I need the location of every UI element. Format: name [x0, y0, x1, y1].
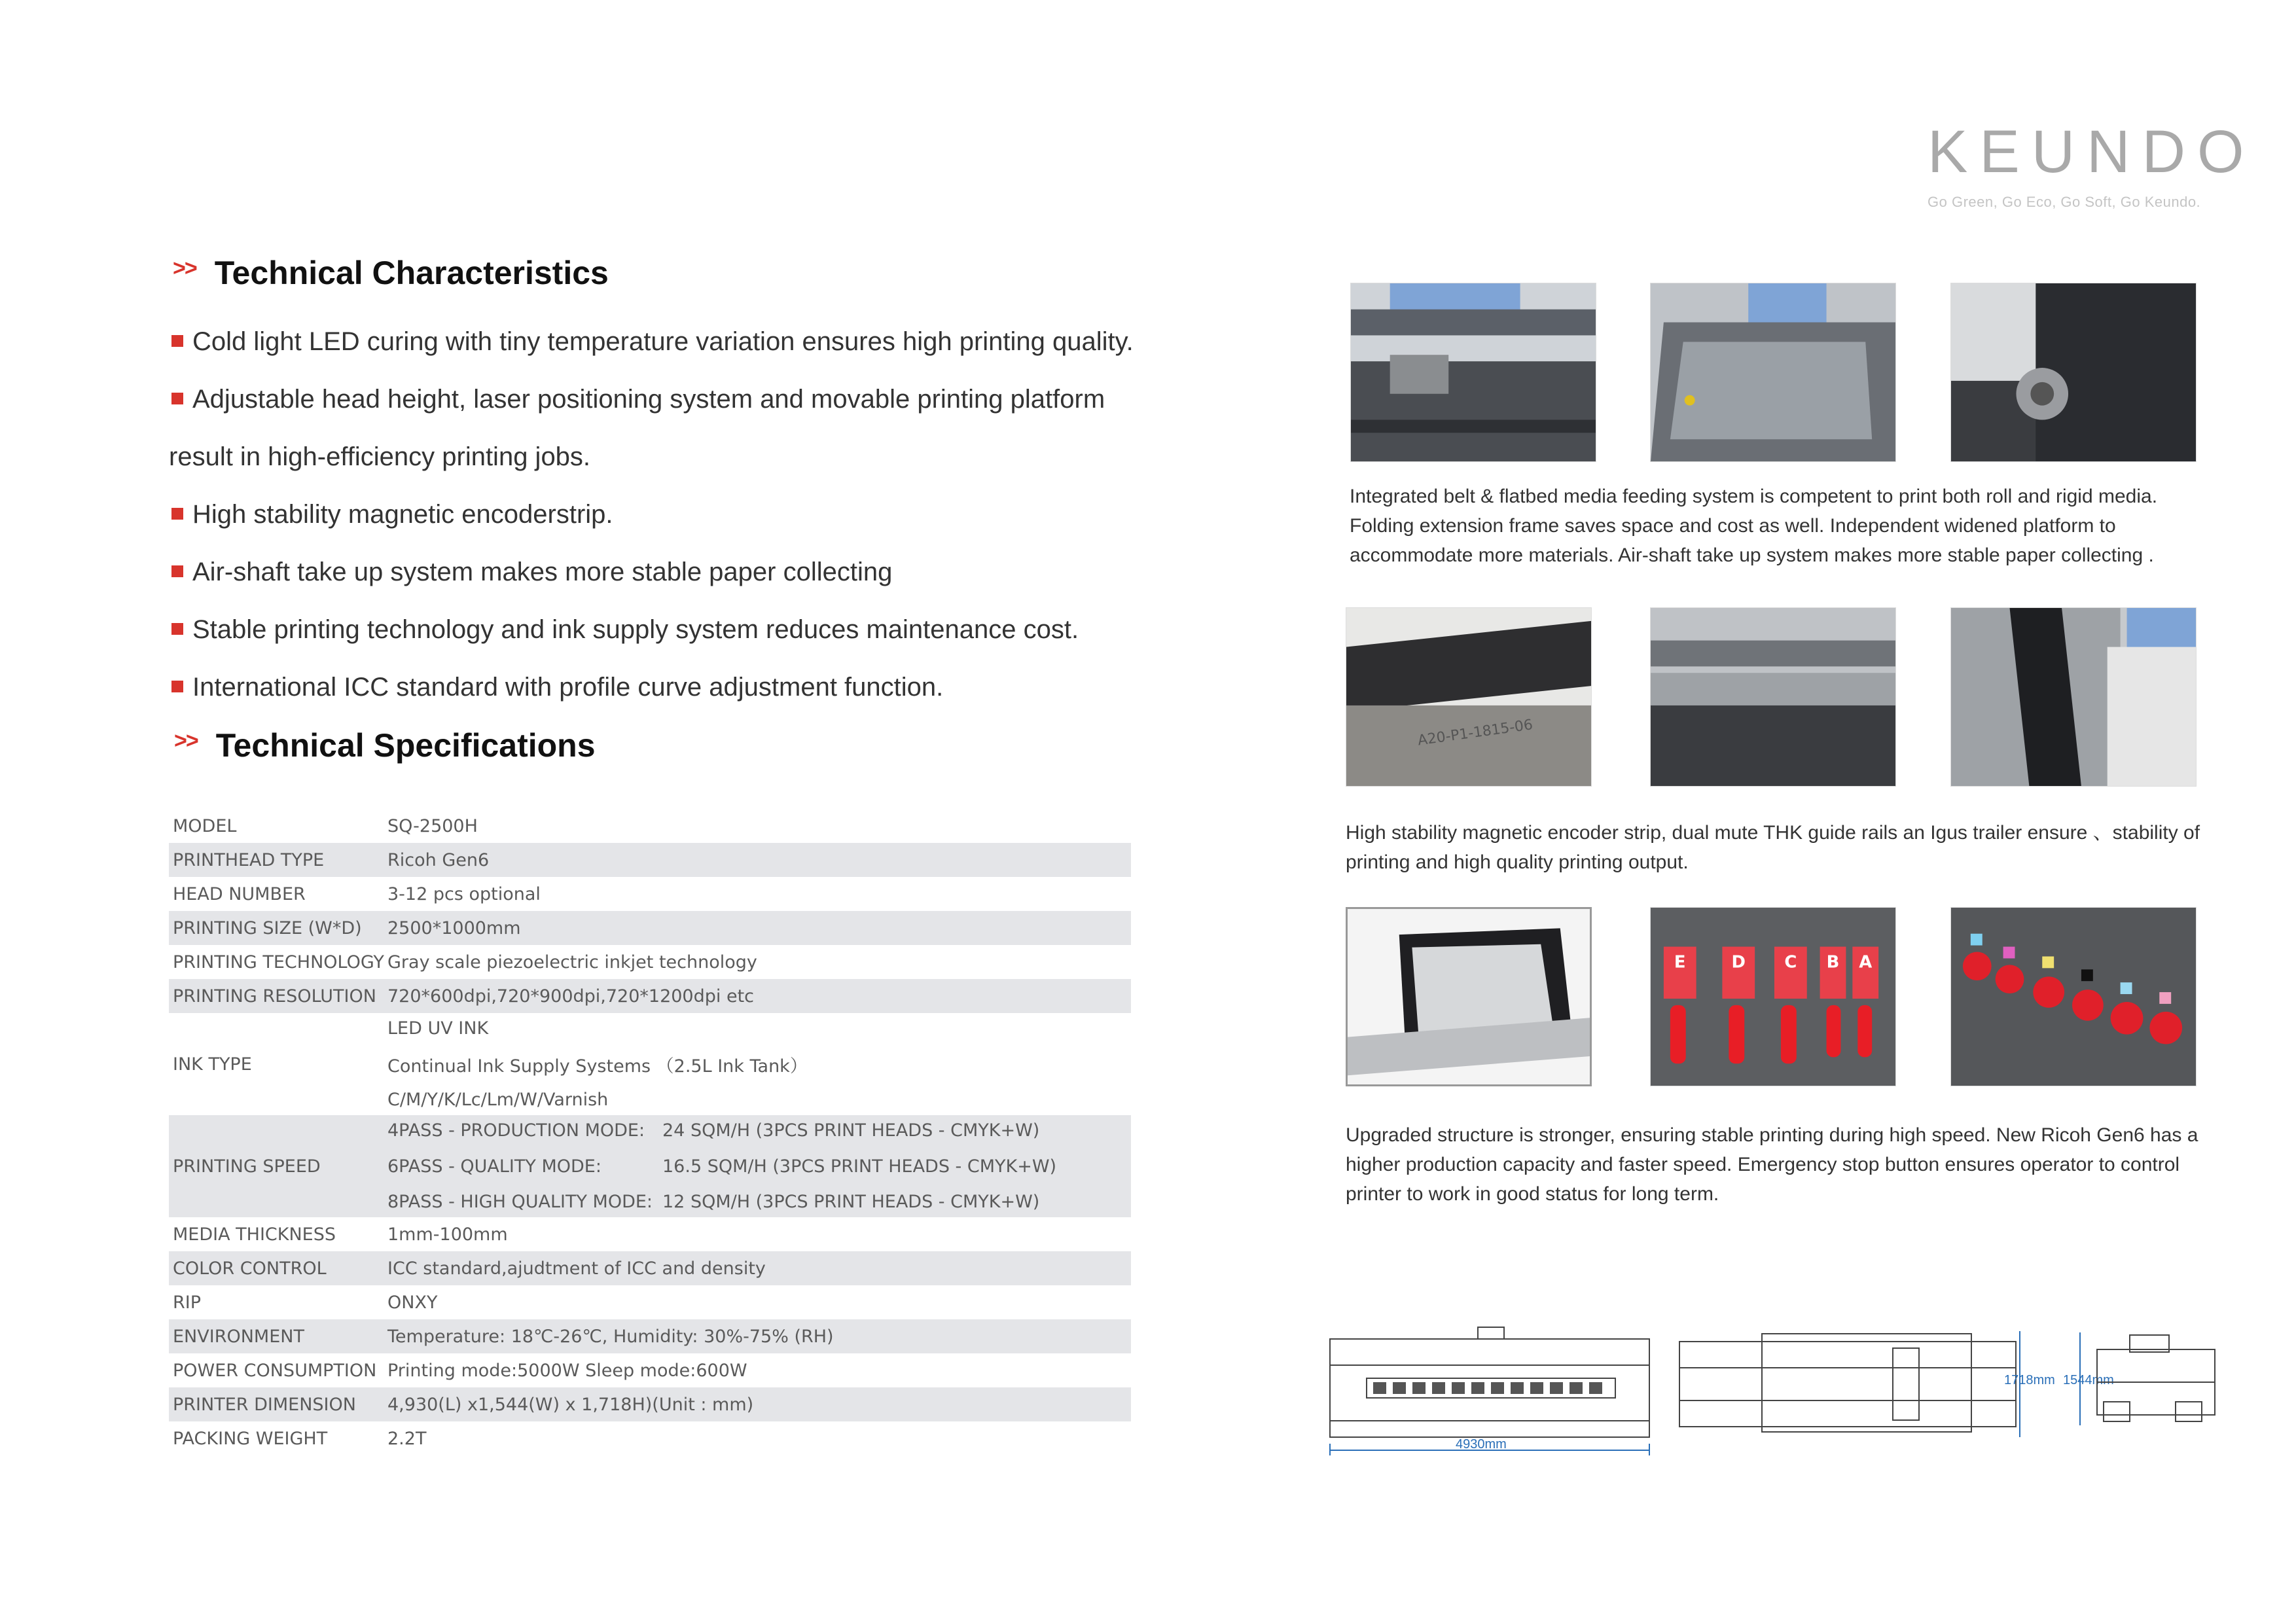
estop-letter: A — [1859, 952, 1873, 972]
caption-stability: High stability magnetic encoder strip, dual mute THK guide rails an Igus trailer ensure 、stability of printing and high quality printing output. — [1346, 822, 2200, 873]
table-row: PRINTING TECHNOLOGY Gray scale piezoelectric inkjet technology — [173, 952, 757, 972]
square-bullet-icon — [171, 335, 183, 347]
table-row: PRINTING RESOLUTION 720*600dpi,720*900dpi,720*1200dpi etc — [169, 979, 1131, 1013]
characteristics-list — [171, 313, 1153, 716]
square-bullet-icon — [171, 508, 183, 520]
estop-letter: D — [1731, 952, 1746, 972]
chevron-marker: >> — [173, 255, 196, 281]
ink-line: LED UV INK — [387, 1018, 489, 1039]
caption-structure: Upgraded structure is stronger, ensuring stable printing during high speed. New Ricoh Gen6 has a higher production capacity and faster speed. Emergency stop button ensures operator to control printer to work in good status for long term. — [1346, 1124, 2198, 1205]
estop-letter: B — [1826, 952, 1840, 972]
caption-feeding-system: Integrated belt & flatbed media feeding system is competent to print both roll and rigid media. Folding extension frame saves space and cost as well. Independent widened platform to accommodate more materials. Air-shaft take up system makes more stable paper collecting . — [1350, 486, 2158, 566]
speed-line: 6PASS - QUALITY MODE: 16.5 SQM/H (3PCS PRINT HEADS - CMYK+W) — [387, 1156, 1057, 1177]
photo-print-head-unit — [1346, 907, 1592, 1086]
ink-line: C/M/Y/K/Lc/Lm/W/Varnish — [387, 1090, 609, 1110]
list-item: High stability magnetic encoderstrip. — [171, 486, 1153, 543]
table-row: PRINTHEAD TYPE Ricoh Gen6 — [169, 843, 1131, 877]
table-row: HEAD NUMBER 3-12 pcs optional — [173, 883, 541, 904]
specifications-heading — [174, 726, 596, 764]
section-title: Technical Specifications — [215, 727, 596, 764]
list-item: Air-shaft take up system makes more stable paper collecting — [171, 543, 1153, 601]
estop-letter: C — [1784, 952, 1797, 972]
table-row-ink-type: INK TYPE LED UV INK Continual Ink Supply Systems （2.5L Ink Tank） C/M/Y/K/Lc/Lm/W/Varnish — [173, 1018, 808, 1110]
photo-guide-rails — [1650, 607, 1896, 787]
characteristics-heading — [173, 254, 609, 292]
speed-line: 8PASS - HIGH QUALITY MODE: 12 SQM/H (3PCS PRINT HEADS - CMYK+W) — [387, 1192, 1040, 1212]
square-bullet-icon — [171, 623, 183, 635]
photo-emergency-stop-buttons — [1950, 907, 2197, 1086]
estop-letter: E — [1674, 952, 1686, 972]
dimension-width: 1544mm — [2063, 1373, 2114, 1387]
brand-logo — [1928, 118, 2256, 211]
speed-line: 4PASS - PRODUCTION MODE: 24 SQM/H (3PCS PRINT HEADS - CMYK+W) — [387, 1120, 1040, 1141]
chevron-marker: >> — [174, 728, 198, 753]
table-row: PRINTER DIMENSION 4,930(L) x1,544(W) x 1,718H)(Unit : mm) — [169, 1387, 1131, 1421]
dimension-length: 4930mm — [1456, 1437, 1507, 1452]
square-bullet-icon — [171, 565, 183, 577]
photo-flatbed-platform — [1650, 283, 1896, 462]
list-item: Adjustable head height, laser positioning system and movable printing platform — [171, 370, 1153, 428]
square-bullet-icon — [171, 681, 183, 692]
dimension-height: 1718mm — [2004, 1373, 2055, 1387]
table-row: ENVIRONMENT Temperature: 18℃-26℃, Humidity: 30%-75% (RH) — [169, 1319, 1131, 1353]
table-row: MODEL SQ-2500H — [173, 815, 478, 836]
table-row: MEDIA THICKNESS 1mm-100mm — [173, 1224, 508, 1245]
list-item: Stable printing technology and ink supply system reduces maintenance cost. — [171, 601, 1153, 658]
section-title: Technical Characteristics — [214, 255, 609, 291]
drawing-top-view — [1677, 1329, 2024, 1440]
encoder-marking-text: A20-P1-1815-06 — [1416, 717, 1534, 749]
table-row: POWER CONSUMPTION Printing mode:5000W Sleep mode:600W — [173, 1360, 747, 1381]
photo-emergency-stop-labels — [1650, 907, 1896, 1086]
brand-tagline: Go Green, Go Eco, Go Soft, Go Keundo. — [1928, 194, 2201, 210]
table-row: COLOR CONTROL ICC standard,ajudtment of ICC and density — [169, 1251, 1131, 1285]
list-item-continued: result in high-efficiency printing jobs. — [169, 442, 591, 471]
photo-air-shaft — [1950, 283, 2197, 462]
spec-table — [169, 809, 1131, 1455]
table-row: PRINTING SIZE (W*D) 2500*1000mm — [169, 911, 1131, 945]
table-row-printing-speed: PRINTING SPEED 4PASS - PRODUCTION MODE: 24 SQM/H (3PCS PRINT HEADS - CMYK+W) 6PASS - QUALITY MODE: 16.5 SQM/H (3PCS PRINT HEADS - CMYK+W) 8PASS - HIGH QUALITY MODE: 12 SQM/H (3PCS PRINT HEADS - CMYK+W) — [169, 1115, 1131, 1217]
table-row: PACKING WEIGHT 2.2T — [173, 1428, 427, 1449]
ink-line: Continual Ink Supply Systems （2.5L Ink Tank） — [387, 1056, 808, 1077]
photo-igus-trailer — [1950, 607, 2197, 787]
brand-name: KEUNDO — [1928, 118, 2256, 185]
drawing-side-view — [2077, 1330, 2221, 1428]
table-row: RIP ONXY — [173, 1292, 438, 1313]
photo-printer-head-carriage — [1350, 283, 1596, 462]
square-bullet-icon — [171, 393, 183, 404]
photo-encoder-strip — [1346, 607, 1592, 787]
list-item: Cold light LED curing with tiny temperature variation ensures high printing quality. — [171, 313, 1153, 370]
list-item: International ICC standard with profile curve adjustment function. — [171, 658, 1153, 716]
